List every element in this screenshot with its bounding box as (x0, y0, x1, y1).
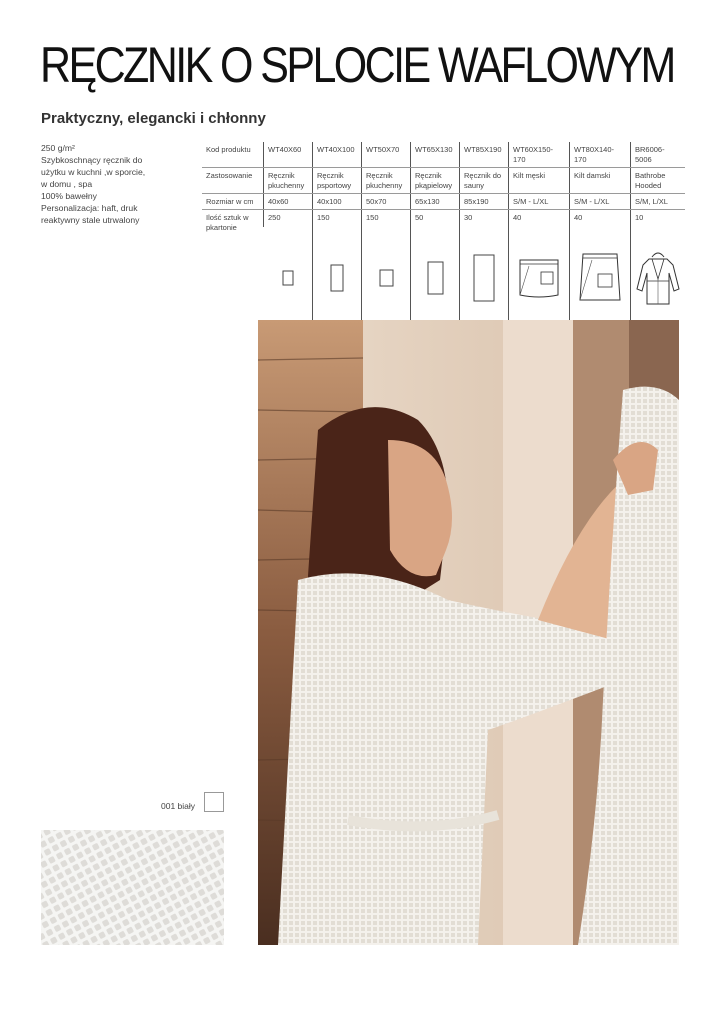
cell-size: 50x70 (362, 194, 411, 210)
row-qty (202, 210, 685, 228)
swatch-label: 001 biały (161, 801, 196, 811)
bath-towel-icon (411, 227, 460, 330)
cell-size: 85x190 (460, 194, 509, 210)
page-subtitle: Praktyczny, elegancki i chłonny (41, 110, 266, 127)
woman-in-waffle-bathrobe-photo (258, 320, 679, 945)
cell-qty: 40 (570, 210, 631, 228)
spec-personalization: Personalizacja: haft, druk reaktywny stale utrwalony (41, 203, 140, 225)
cell-size: S/M, L/XL (631, 194, 686, 210)
row-size (202, 194, 685, 210)
color-swatch-white[interactable] (204, 792, 224, 812)
cell-use: Ręcznik pkuchenny (264, 168, 313, 194)
cell-use: Bathrobe Hooded (631, 168, 686, 194)
cell-qty: 250 (264, 210, 313, 228)
cell-qty: 150 (313, 210, 362, 228)
cell-code: WT50X70 (362, 142, 411, 168)
cell-code: WT40X60 (264, 142, 313, 168)
spec-block (41, 142, 191, 226)
cell-use: Kilt damski (570, 168, 631, 194)
cell-code: BR6006-5006 (631, 142, 686, 168)
cell-code: WT80X140-170 (570, 142, 631, 168)
small-towel-icon (264, 227, 313, 330)
sauna-towel-icon (460, 227, 509, 330)
cell-size: S/M - L/XL (570, 194, 631, 210)
womens-kilt-icon (570, 227, 631, 330)
kitchen-towel-icon (362, 227, 411, 330)
cell-size: S/M - L/XL (509, 194, 570, 210)
spec-usage: Szybkoschnący ręcznik do użytku w kuchni ,w sporcie, w domu , spa (41, 155, 146, 189)
row-code (202, 142, 685, 168)
cell-qty: 10 (631, 210, 686, 228)
cell-use: Kilt męski (509, 168, 570, 194)
cell-code: WT40X100 (313, 142, 362, 168)
label-code: Kod produktu (202, 142, 264, 168)
product-table (202, 142, 685, 330)
cell-qty: 50 (411, 210, 460, 228)
mens-kilt-icon (509, 227, 570, 330)
cell-use: Ręcznik do sauny (460, 168, 509, 194)
cell-use: Ręcznik pkąpielowy (411, 168, 460, 194)
row-icons (202, 227, 685, 330)
hooded-bathrobe-icon (631, 227, 686, 330)
label-use: Zastosowanie (202, 168, 264, 194)
cell-code: WT85X190 (460, 142, 509, 168)
page-title: RĘCZNIK O SPLOCIE WAFLOWYM (40, 37, 674, 93)
cell-size: 40x60 (264, 194, 313, 210)
cell-size: 40x100 (313, 194, 362, 210)
row-use (202, 168, 685, 194)
cell-size: 65x130 (411, 194, 460, 210)
cell-qty: 30 (460, 210, 509, 228)
waffle-fabric-closeup-image (41, 830, 224, 945)
spec-material: 100% bawełny (41, 191, 97, 201)
label-size: Rozmiar w cm (202, 194, 264, 210)
cell-qty: 40 (509, 210, 570, 228)
spec-weight: 250 g/m² (41, 143, 75, 153)
cell-code: WT60X150-170 (509, 142, 570, 168)
cell-code: WT65X130 (411, 142, 460, 168)
sport-towel-icon (313, 227, 362, 330)
cell-qty: 150 (362, 210, 411, 228)
label-qty: Ilość sztuk w pkartonie (206, 213, 249, 232)
cell-use: Ręcznik pkuchenny (362, 168, 411, 194)
cell-use: Ręcznik psportowy (313, 168, 362, 194)
